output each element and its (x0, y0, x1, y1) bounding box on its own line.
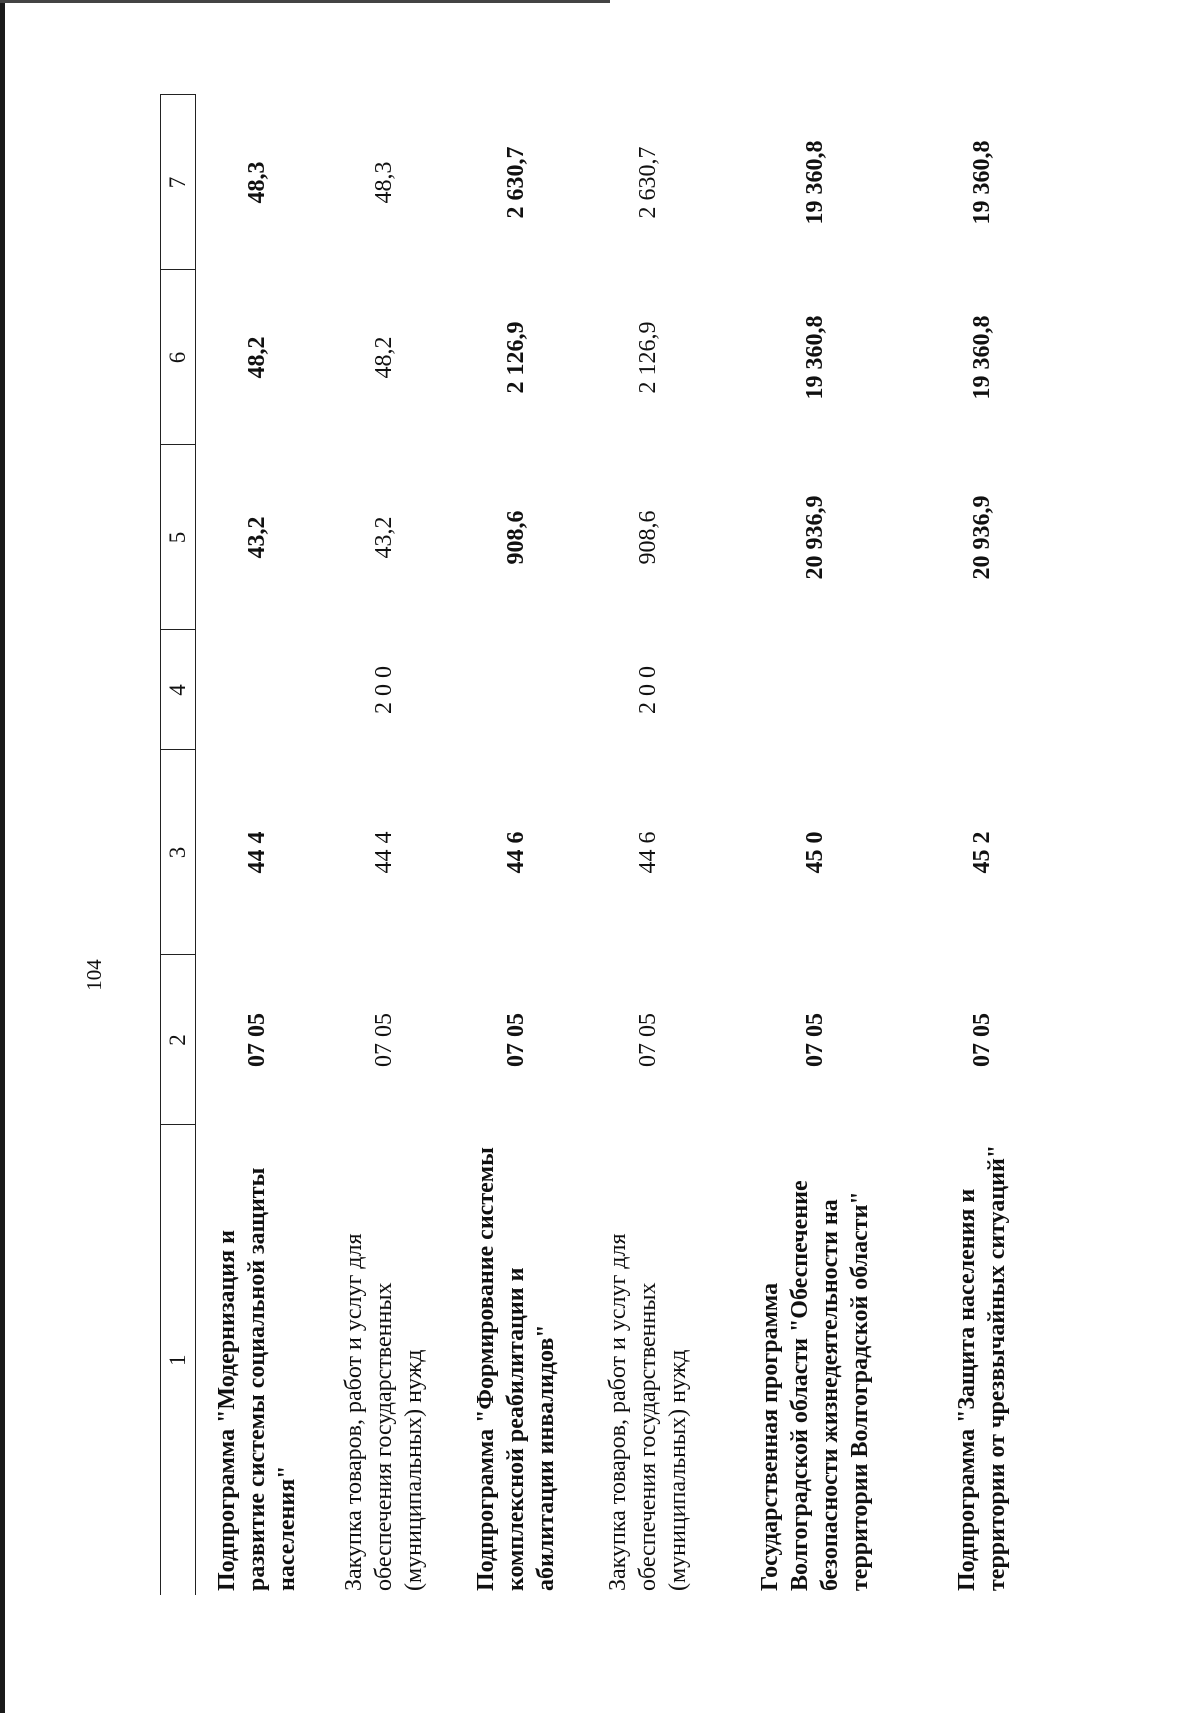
amount-col-7: 48,3 (371, 161, 397, 204)
row-name: Подпрограмма "Модернизация и развитие системы социальной защиты населения" (214, 1167, 300, 1591)
expense-type-code (196, 630, 319, 750)
table-row (450, 95, 582, 1595)
section-code: 07 05 (802, 1013, 828, 1067)
section-code: 07 05 (503, 1013, 529, 1067)
column-header-3: 3 (161, 750, 196, 955)
program-code: 44 4 (371, 831, 397, 874)
amount-col-6: 19 360,8 (969, 315, 995, 400)
column-header-1: 1 (161, 1125, 196, 1595)
budget-table (160, 95, 1048, 1596)
program-code: 45 2 (969, 831, 995, 874)
expense-type-code (450, 630, 582, 750)
amount-col-5: 20 936,9 (969, 495, 995, 580)
amount-col-7: 2 630,7 (503, 146, 529, 219)
column-header-6: 6 (161, 270, 196, 445)
row-name: Закупка товаров, работ и услуг для обеспечения государственных (муниципальных) нужд (341, 1233, 427, 1591)
row-name: Подпрограмма "Защита населения и территории от чрезвычайных ситуаций" (954, 1144, 1010, 1591)
header-row (161, 95, 196, 1595)
program-code: 44 4 (244, 831, 270, 874)
amount-col-5: 20 936,9 (802, 495, 828, 580)
row-name: Государственная программа Волгоградской области "Обеспечение безопасности жизнедеятельности на территории Волгоградской области" (757, 1180, 873, 1591)
column-header-4: 4 (161, 630, 196, 750)
column-header-5: 5 (161, 445, 196, 630)
amount-col-5: 43,2 (244, 516, 270, 559)
table-row (582, 95, 714, 1595)
amount-col-6: 48,2 (244, 336, 270, 379)
amount-col-5: 908,6 (503, 510, 529, 565)
column-header-2: 2 (161, 955, 196, 1125)
program-code: 45 0 (802, 831, 828, 874)
table-row (714, 95, 916, 1595)
amount-col-7: 2 630,7 (635, 146, 661, 219)
column-header-7: 7 (161, 95, 196, 270)
expense-type-code (714, 630, 916, 750)
expense-type-code (916, 630, 1048, 750)
amount-col-6: 2 126,9 (503, 321, 529, 394)
row-name: Закупка товаров, работ и услуг для обеспечения государственных (муниципальных) нужд (605, 1233, 691, 1591)
scan-shadow-left (0, 0, 5, 1713)
section-code: 07 05 (969, 1013, 995, 1067)
expense-type-code: 2 0 0 (371, 666, 397, 714)
amount-col-6: 2 126,9 (635, 321, 661, 394)
amount-col-7: 19 360,8 (969, 140, 995, 225)
amount-col-5: 908,6 (635, 510, 661, 565)
scan-shadow-top (0, 0, 610, 3)
amount-col-7: 48,3 (244, 161, 270, 204)
amount-col-6: 48,2 (371, 336, 397, 379)
table-row (916, 95, 1048, 1595)
section-code: 07 05 (635, 1013, 661, 1067)
amount-col-7: 19 360,8 (802, 140, 828, 225)
table-row (196, 95, 319, 1595)
rotated-page (60, 140, 1100, 1665)
program-code: 44 6 (503, 831, 529, 874)
row-name: Подпрограмма "Формирование системы комплексной реабилитации и абилитации инвалидов" (473, 1147, 559, 1591)
section-code: 07 05 (371, 1013, 397, 1067)
section-code: 07 05 (244, 1013, 270, 1067)
table-row (318, 95, 450, 1595)
amount-col-6: 19 360,8 (802, 315, 828, 400)
page-number: 104 (82, 959, 106, 991)
program-code: 44 6 (635, 831, 661, 874)
expense-type-code: 2 0 0 (635, 666, 661, 714)
amount-col-5: 43,2 (371, 516, 397, 559)
